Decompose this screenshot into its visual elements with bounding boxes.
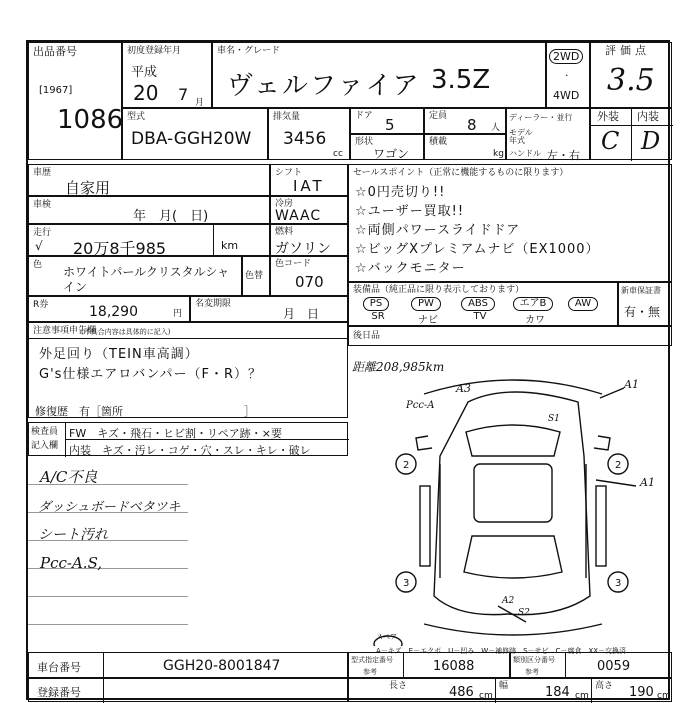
cc-unit: cc bbox=[333, 149, 343, 159]
chassis-label: 車台番号 bbox=[37, 661, 81, 674]
mileage-label: 走行 bbox=[33, 228, 52, 238]
name-change-label: 名変期限 bbox=[195, 299, 232, 309]
person-unit: 人 bbox=[491, 123, 501, 133]
equipment bbox=[348, 282, 618, 326]
shape-label: 形状 bbox=[355, 137, 374, 147]
shift-label: シフト bbox=[275, 168, 303, 178]
spare-label: スペア bbox=[376, 633, 397, 641]
width-label: 幅 bbox=[499, 681, 509, 691]
load-label: 積載 bbox=[429, 137, 448, 147]
equipment-airbag: エアB bbox=[513, 297, 554, 311]
damage-legend: A－キズ E－エクボ U－凹み W－補修跡 S－サビ C－腐食 XX－交換済 bbox=[376, 647, 627, 655]
equipment-abs: ABS bbox=[461, 297, 495, 311]
name-change-cell bbox=[190, 296, 348, 322]
equipment-label: 装備品（純正品に限り表示しております） bbox=[353, 285, 525, 295]
mileage-check: √ bbox=[35, 239, 43, 253]
diagram-code-s1: S1 bbox=[548, 414, 560, 424]
first-reg-box bbox=[122, 42, 212, 108]
ext-int-box bbox=[590, 108, 672, 160]
color: ホワイトパールクリスタルシャイン bbox=[63, 265, 230, 294]
shift: IAT bbox=[293, 177, 325, 195]
ac-label: 冷房 bbox=[275, 199, 294, 209]
warranty: 有・無 bbox=[624, 305, 661, 319]
repair-label: 修復歴 bbox=[35, 405, 68, 418]
yen-unit: 円 bbox=[173, 309, 183, 319]
drive-box bbox=[546, 42, 590, 108]
name-label: 車名・グレード bbox=[217, 46, 281, 56]
history: 自家用 bbox=[65, 179, 111, 197]
lot-number: 1086 bbox=[57, 105, 124, 135]
sales-points bbox=[348, 164, 672, 282]
score: 3.5 bbox=[607, 63, 655, 98]
lot-sub: [1967] bbox=[39, 85, 73, 96]
door-box bbox=[350, 108, 424, 134]
recycle-label: R券 bbox=[33, 300, 49, 310]
fw-row: FW キズ・飛石・ヒビ割・リペア跡・×要 bbox=[69, 427, 282, 440]
remark-3: シート汚れ bbox=[38, 527, 108, 543]
model-label: 型式 bbox=[127, 112, 146, 122]
equipment-pw: PW bbox=[411, 297, 441, 311]
first-reg-label: 初度登録年月 bbox=[127, 46, 182, 56]
lot-label: 出品番号 bbox=[33, 45, 77, 58]
history-label: 車歴 bbox=[33, 168, 52, 178]
diagram-code-s2: S2 bbox=[518, 608, 530, 618]
month-unit: 月 bbox=[195, 98, 205, 108]
reg-label: 登録番号 bbox=[37, 686, 81, 699]
dealer-label: ディーラー・並行 bbox=[509, 113, 573, 122]
color-code: 070 bbox=[295, 273, 324, 291]
dimensions-row bbox=[348, 678, 672, 702]
repair: 有［箇所 ］ bbox=[79, 405, 255, 418]
height-label: 高さ bbox=[595, 681, 614, 691]
shape-box bbox=[350, 134, 424, 160]
load-box bbox=[424, 134, 506, 160]
color-row bbox=[28, 256, 242, 296]
car-name: ヴェルファイア bbox=[227, 71, 421, 101]
doors: 5 bbox=[385, 116, 395, 134]
model-code-ref: 参考 bbox=[363, 668, 377, 676]
class-code-cell bbox=[510, 652, 672, 678]
svg-text:2: 2 bbox=[403, 460, 410, 471]
sales-point-item: ☆両側パワースライドドア bbox=[355, 223, 521, 238]
inspection-row bbox=[28, 196, 270, 224]
diagram-code-pcc: Pcc-A bbox=[406, 400, 435, 411]
notes-label: 注意事項申告欄 bbox=[33, 326, 97, 336]
model-code-label: 型式指定番号 bbox=[351, 656, 393, 664]
mileage-row bbox=[28, 224, 270, 256]
history-row bbox=[28, 164, 270, 196]
sales-point-item: ☆ビッグXプレミアムナビ（EX1000） bbox=[355, 242, 600, 257]
length-unit: cm bbox=[479, 691, 493, 701]
name-box bbox=[212, 42, 546, 108]
remark-1: A/C不良 bbox=[40, 468, 98, 486]
displacement-label: 排気量 bbox=[273, 112, 301, 122]
lot-box bbox=[28, 42, 122, 160]
equipment-leather: カワ bbox=[525, 315, 545, 326]
notes-label-sub: (不具合内容は具体的に記入) bbox=[81, 328, 171, 336]
drive-dot: · bbox=[565, 69, 569, 82]
name-change: 月 日 bbox=[283, 307, 320, 321]
ac-cell bbox=[270, 196, 348, 224]
sales-point-item: ☆ユーザー買取!! bbox=[355, 204, 465, 219]
displacement: 3456 bbox=[283, 129, 327, 149]
capacity-box bbox=[424, 108, 506, 134]
inspection: 年 月( 日) bbox=[133, 209, 209, 224]
color-change-cell bbox=[242, 256, 270, 296]
recycle: 18,290 bbox=[89, 304, 138, 320]
handwritten-remarks bbox=[28, 456, 348, 646]
class-code: 0059 bbox=[597, 659, 631, 674]
diagram-code-a1-side: A1 bbox=[640, 476, 655, 489]
color-code-label: 色コード bbox=[275, 259, 312, 269]
svg-text:3: 3 bbox=[615, 578, 622, 589]
width-unit: cm bbox=[575, 691, 589, 701]
door-label: ドア bbox=[355, 111, 373, 121]
class-code-ref: 参考 bbox=[525, 668, 539, 676]
displacement-box bbox=[268, 108, 350, 160]
drive-4wd: 4WD bbox=[553, 89, 580, 102]
notes-line-2: G's仕様エアロバンパー（F・R）？ bbox=[39, 367, 263, 382]
svg-text:3: 3 bbox=[403, 578, 410, 589]
sales-points-label: セールスポイント（正常に機能するものに限ります） bbox=[353, 168, 569, 178]
length: 486 bbox=[449, 685, 474, 700]
shape: ワゴン bbox=[373, 147, 410, 161]
km-unit: km bbox=[221, 239, 239, 252]
inspection-label: 車検 bbox=[33, 200, 52, 210]
diagram-code-a3: A3 bbox=[456, 382, 471, 395]
diagram-code-a1-top: A1 bbox=[624, 378, 639, 391]
class-code-label: 類別区分番号 bbox=[513, 656, 555, 664]
recycle-cell bbox=[28, 296, 190, 322]
reg-row bbox=[28, 678, 348, 702]
handle: 左・右 bbox=[547, 149, 580, 162]
exterior-grade: C bbox=[601, 127, 620, 155]
notes-line-1: 外足回り（TEIN車高調） bbox=[39, 347, 199, 362]
height-unit: cm bbox=[657, 691, 671, 701]
fuel: ガソリン bbox=[275, 241, 331, 257]
color-label: 色 bbox=[33, 260, 43, 270]
equipment-navi: ナビ bbox=[418, 315, 438, 326]
equipment-sr: SR bbox=[371, 311, 385, 322]
model-box bbox=[122, 108, 268, 160]
car-diagram bbox=[348, 346, 672, 646]
remark-4: Pcc-A.S, bbox=[40, 554, 103, 572]
grade: 3.5Z bbox=[431, 65, 491, 95]
width: 184 bbox=[545, 685, 570, 700]
inspector-label-2: 記入欄 bbox=[31, 441, 59, 451]
month: 7 bbox=[178, 85, 189, 104]
interior-label: 内装 bbox=[637, 110, 659, 123]
fuel-label: 燃料 bbox=[275, 227, 294, 237]
length-label: 長さ bbox=[389, 681, 408, 691]
warranty-box bbox=[618, 282, 672, 326]
model-code-cell bbox=[348, 652, 510, 678]
exterior-label: 外装 bbox=[597, 110, 619, 123]
color-code-cell bbox=[270, 256, 348, 296]
fuel-cell bbox=[270, 224, 348, 256]
remark-2: ダッシュボードベタツキ bbox=[38, 500, 181, 515]
sales-point-item: ☆バックモニター bbox=[355, 261, 466, 276]
after-box bbox=[348, 326, 672, 346]
inspector-box bbox=[28, 422, 348, 456]
ac: WAAC bbox=[275, 208, 322, 224]
notes-box bbox=[28, 322, 348, 418]
equipment-aw: AW bbox=[568, 297, 598, 311]
diagram-mileage-note: 距離208,985km bbox=[352, 360, 445, 374]
height: 190 bbox=[629, 685, 654, 700]
model-code: 16088 bbox=[433, 659, 475, 674]
chassis: GGH20-8001847 bbox=[163, 658, 281, 674]
after-label: 後日品 bbox=[353, 331, 381, 341]
drive-2wd: 2WD bbox=[549, 49, 583, 64]
sales-point-item: ☆0円売切り!! bbox=[355, 185, 446, 200]
interior-row: 内装 キズ・汚レ・コゲ・穴・スレ・キレ・破レ bbox=[69, 444, 311, 457]
auction-sheet bbox=[26, 40, 670, 700]
warranty-label: 新車保証書 bbox=[621, 286, 661, 295]
equipment-ps: PS bbox=[363, 297, 389, 311]
inspector-label-1: 検査員 bbox=[31, 427, 59, 437]
diagram-code-a2: A2 bbox=[502, 596, 515, 606]
year: 20 bbox=[133, 81, 159, 105]
model: DBA-GGH20W bbox=[131, 129, 252, 149]
handle-label: ハンドル bbox=[509, 149, 541, 158]
capacity-label: 定員 bbox=[429, 111, 448, 121]
shift-cell bbox=[270, 164, 348, 196]
score-box bbox=[590, 42, 672, 108]
score-label: 評価点 bbox=[605, 44, 650, 57]
color-change-label: 色替 bbox=[245, 271, 264, 281]
kg-unit: kg bbox=[493, 149, 504, 159]
model-year-label: モデル年式 bbox=[509, 128, 533, 145]
chassis-row bbox=[28, 652, 348, 678]
equipment-tv: TV bbox=[473, 311, 487, 322]
dealer-box bbox=[506, 108, 590, 160]
svg-text:2: 2 bbox=[615, 460, 622, 471]
era: 平成 bbox=[131, 65, 158, 80]
interior-grade: D bbox=[641, 127, 661, 155]
mileage: 20万8千985 bbox=[73, 239, 167, 258]
capacity: 8 bbox=[467, 116, 477, 134]
